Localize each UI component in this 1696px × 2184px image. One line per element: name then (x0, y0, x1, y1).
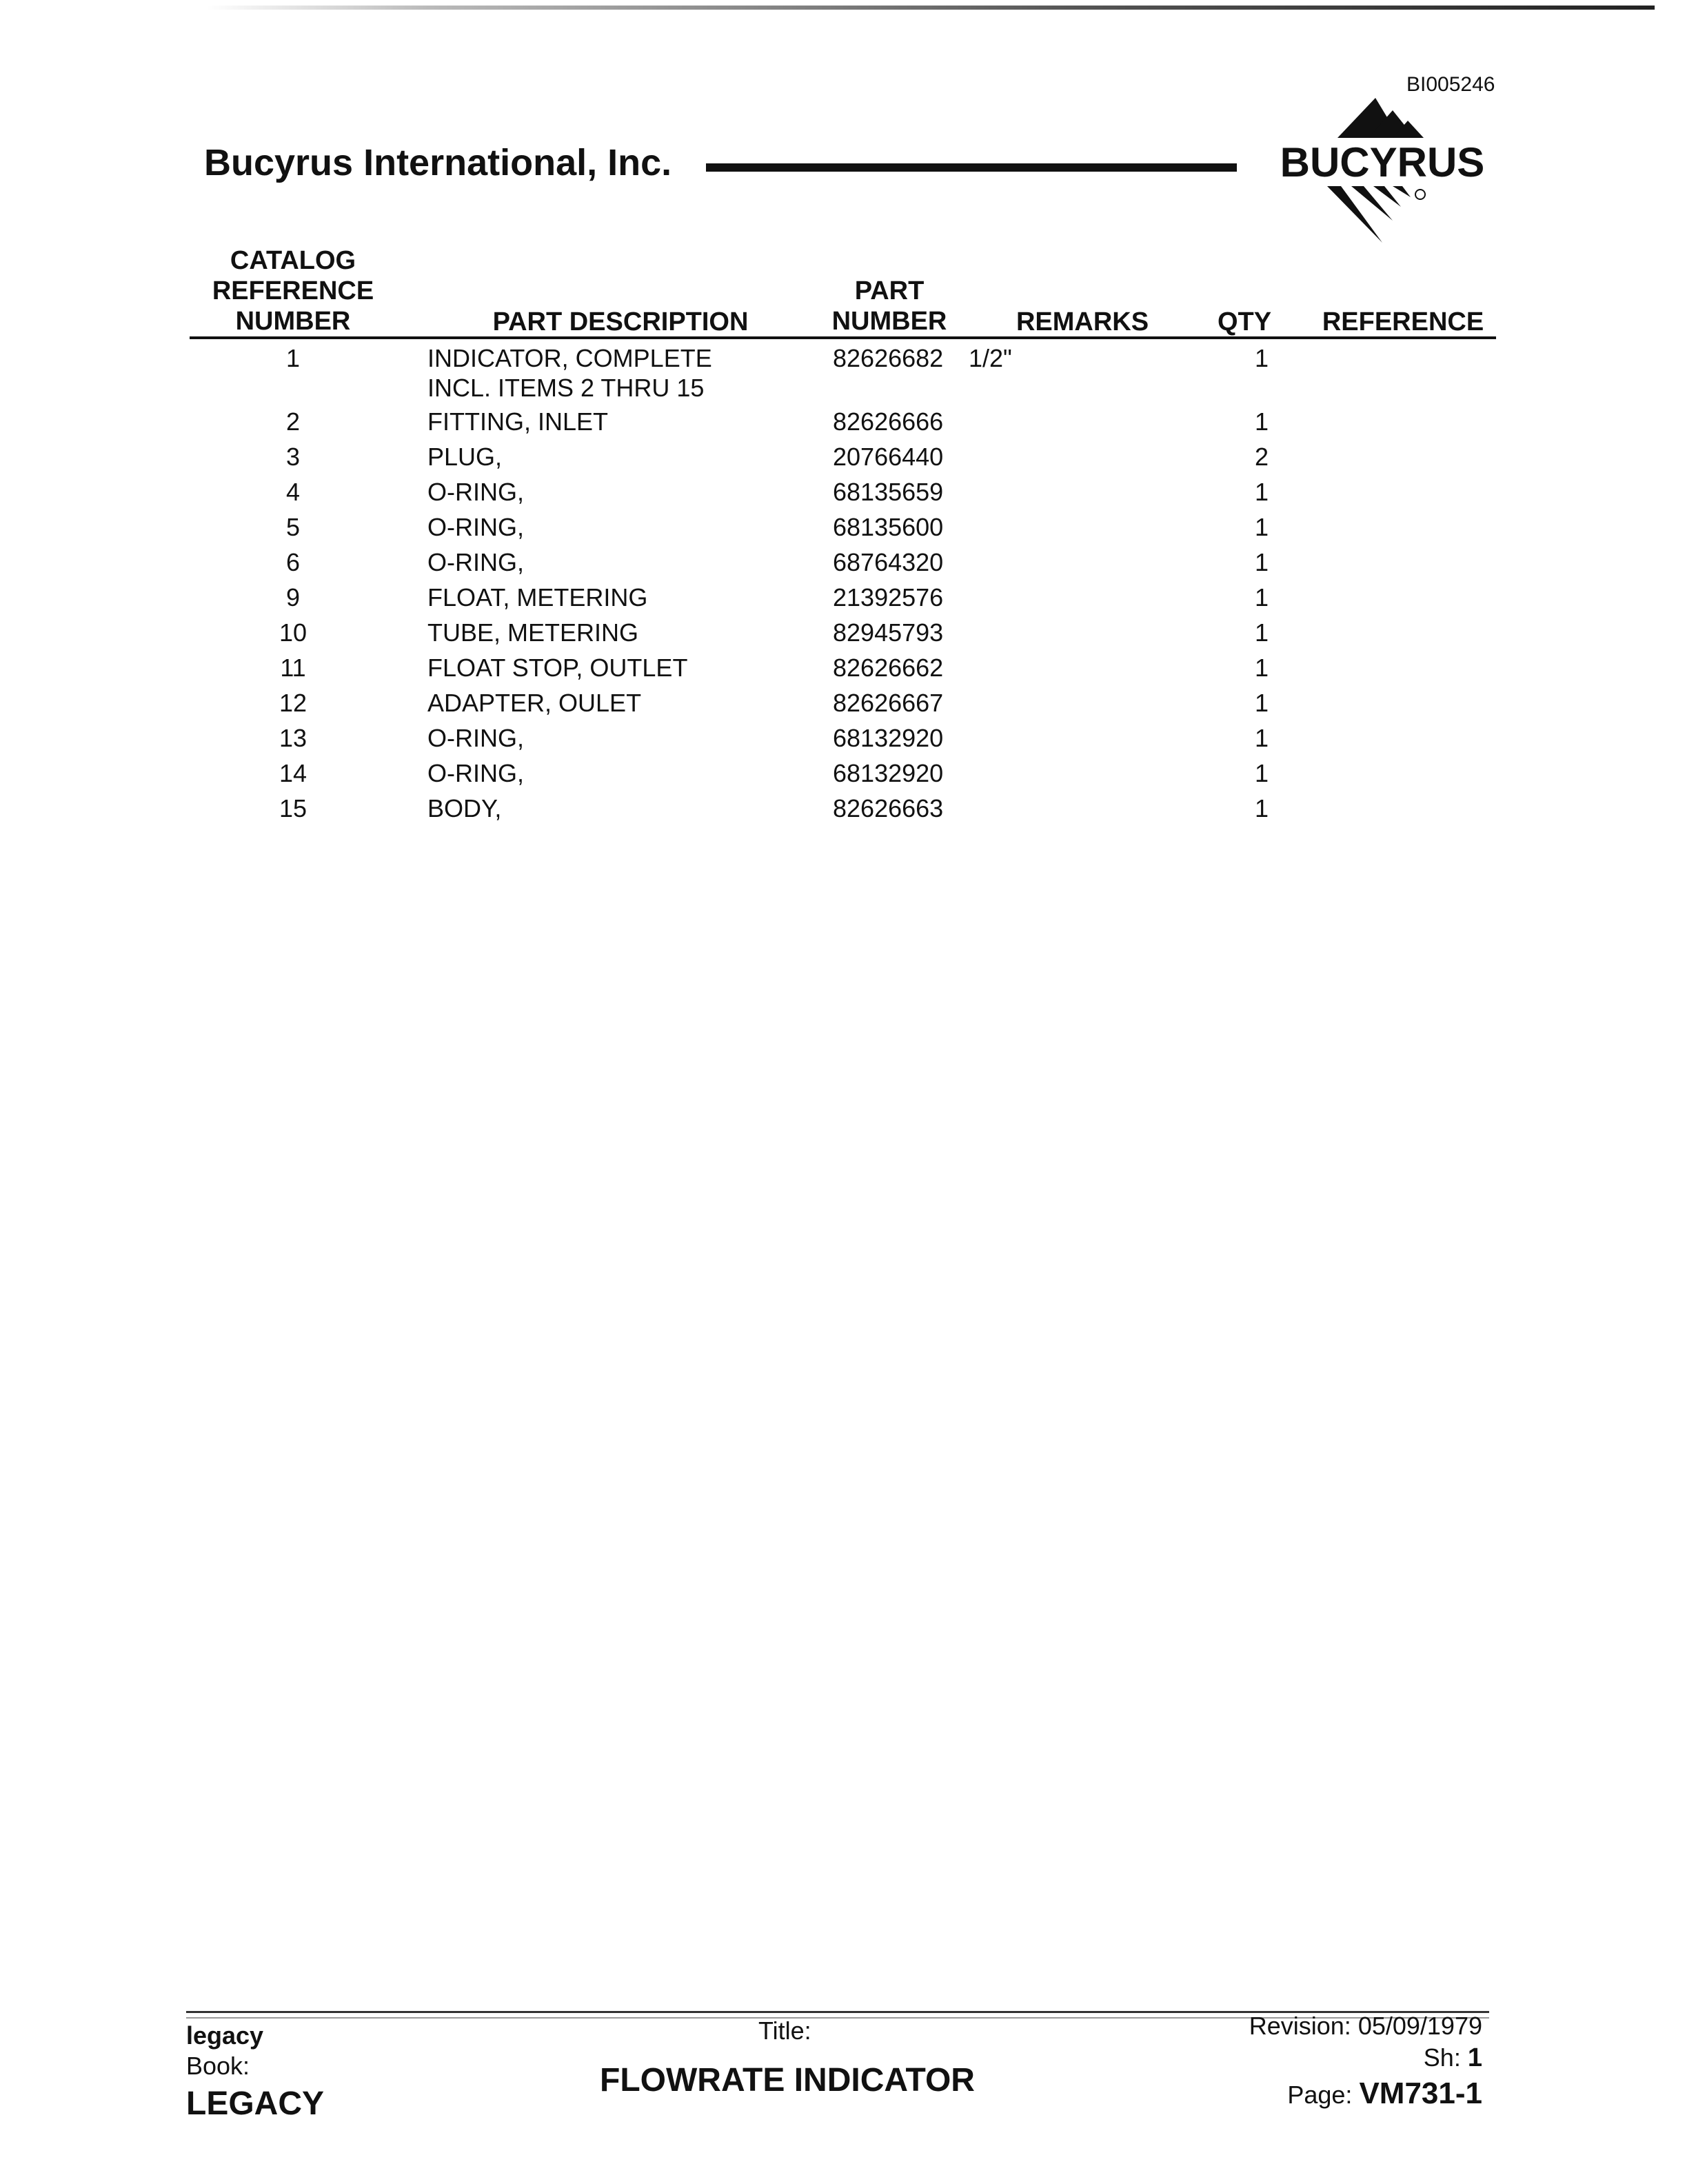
table-row (0, 512, 1696, 547)
header-remarks: REMARKS (1016, 307, 1149, 336)
footer-book-label: Book: (186, 2052, 250, 2080)
table-row (0, 343, 1696, 407)
catalog-number: 6 (285, 548, 301, 576)
part-number: 20766440 (833, 443, 944, 471)
quantity: 1 (1254, 759, 1269, 787)
part-number: 68135659 (833, 478, 944, 506)
catalog-number: 4 (285, 478, 301, 506)
table-row (0, 758, 1696, 793)
catalog-number: 14 (279, 759, 307, 787)
page-number: VM731-1 (1359, 2076, 1482, 2110)
part-description: O-RING, (427, 724, 524, 752)
header-qty: QTY (1217, 307, 1272, 336)
part-description: FLOAT, METERING (427, 583, 648, 611)
part-number: 82945793 (833, 618, 944, 647)
table-row (0, 477, 1696, 512)
part-number: 68135600 (833, 513, 944, 541)
part-number: 68764320 (833, 548, 944, 576)
bucyrus-logo (1255, 90, 1510, 255)
scan-edge-line (207, 6, 1655, 10)
quantity: 2 (1254, 443, 1269, 471)
header-catalog-reference: CATALOG REFERENCE NUMBER (212, 246, 374, 336)
footer-sheet (1424, 2043, 1482, 2073)
sheet-label: Sh: (1423, 2043, 1461, 2072)
part-number: 82626663 (833, 794, 944, 822)
part-description: O-RING, (427, 548, 524, 576)
catalog-number: 12 (279, 689, 307, 717)
sheet-number: 1 (1467, 2043, 1482, 2072)
footer-title-label: Title: (758, 2016, 811, 2045)
part-number: 21392576 (833, 583, 944, 611)
table-row (0, 793, 1696, 829)
footer-source: legacy (186, 2021, 264, 2050)
footer-book: LEGACY (186, 2085, 325, 2122)
parts-table (0, 343, 1696, 829)
part-description: TUBE, METERING (427, 618, 639, 647)
catalog-number: 10 (279, 618, 307, 647)
footer-title: FLOWRATE INDICATOR (600, 2062, 975, 2099)
header-part-description: PART DESCRIPTION (492, 307, 749, 336)
part-description: INDICATOR, COMPLETE INCL. ITEMS 2 THRU 15 (427, 344, 712, 402)
part-number: 68132920 (833, 759, 944, 787)
table-row (0, 723, 1696, 758)
quantity: 1 (1254, 513, 1269, 541)
footer-page (1287, 2076, 1482, 2111)
quantity: 1 (1254, 654, 1269, 682)
catalog-number: 3 (285, 443, 301, 471)
table-row (0, 583, 1696, 618)
page-label: Page: (1287, 2081, 1353, 2109)
quantity: 1 (1254, 344, 1269, 372)
catalog-number: 1 (285, 344, 301, 372)
catalog-number: 13 (279, 724, 307, 752)
table-row (0, 653, 1696, 688)
quantity: 1 (1254, 724, 1269, 752)
logo-stroke-4 (1393, 186, 1411, 197)
document-id: BI005246 (1406, 73, 1495, 96)
quantity: 1 (1254, 478, 1269, 506)
footer-revision (1249, 2012, 1482, 2041)
part-description: BODY, (427, 794, 502, 822)
table-row (0, 547, 1696, 583)
remarks: 1/2" (969, 344, 1012, 372)
part-description: O-RING, (427, 478, 524, 506)
catalog-number: 5 (285, 513, 301, 541)
table-row (0, 407, 1696, 442)
catalog-number: 11 (280, 654, 306, 682)
table-row (0, 688, 1696, 723)
catalog-number: 9 (285, 583, 301, 611)
part-number: 68132920 (833, 724, 944, 752)
header-part-number: PART NUMBER (831, 276, 947, 336)
part-number: 82626662 (833, 654, 944, 682)
quantity: 1 (1254, 794, 1269, 822)
header-rule (706, 163, 1237, 172)
table-row (0, 442, 1696, 477)
part-description: O-RING, (427, 759, 524, 787)
logo-stroke-1 (1327, 186, 1382, 243)
catalog-number: 15 (279, 794, 307, 822)
quantity: 1 (1254, 407, 1269, 436)
part-number: 82626666 (833, 407, 944, 436)
part-description: O-RING, (427, 513, 524, 541)
part-description: PLUG, (427, 443, 503, 471)
header-reference: REFERENCE (1322, 307, 1484, 336)
revision-label: Revision: (1249, 2012, 1351, 2040)
registered-mark-icon (1415, 190, 1425, 199)
part-description: FLOAT STOP, OUTLET (427, 654, 688, 682)
quantity: 1 (1254, 689, 1269, 717)
quantity: 1 (1254, 583, 1269, 611)
table-header-rule (190, 336, 1496, 339)
table-row (0, 618, 1696, 653)
part-number: 82626682 (833, 344, 944, 372)
revision-date: 05/09/1979 (1357, 2012, 1482, 2040)
quantity: 1 (1254, 548, 1269, 576)
logo-wordmark: BUCYRUS (1280, 139, 1485, 185)
part-description: FITTING, INLET (427, 407, 609, 436)
part-number: 82626667 (833, 689, 944, 717)
part-description: ADAPTER, OULET (427, 689, 642, 717)
quantity: 1 (1254, 618, 1269, 647)
catalog-number: 2 (285, 407, 301, 436)
company-name: Bucyrus International, Inc. (204, 142, 672, 183)
